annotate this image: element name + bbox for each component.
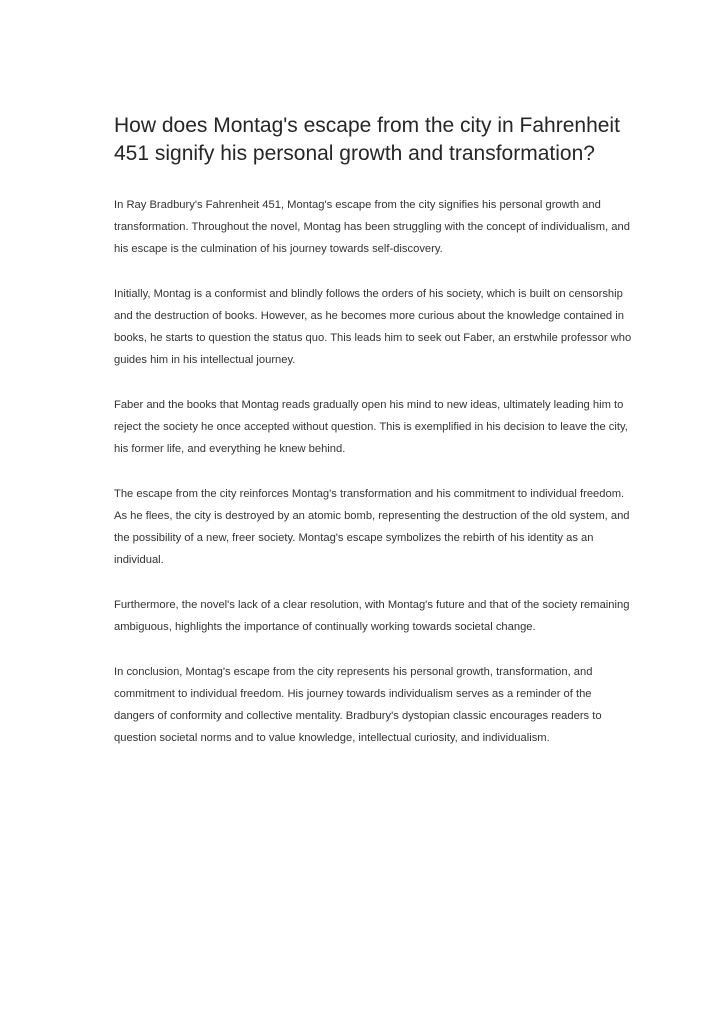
paragraph-6: In conclusion, Montag's escape from the city represents his personal growth, transformation, and commitment to individual freedom. His journey towards individualism serves as a reminder of the dangers of conformity and collective mentality. Bradbury's dystopian classic encourages readers to question societal norms and to value knowledge, intellectual curiosity, and individualism.	[114, 666, 602, 744]
paragraph-1: In Ray Bradbury's Fahrenheit 451, Montag's escape from the city signifies his personal growth and transformation. Throughout the novel, Montag has been struggling with the concept of individualism, and his escape is the culmination of his journey towards self-discovery.	[114, 199, 630, 255]
paragraph-3: Faber and the books that Montag reads gradually open his mind to new ideas, ultimately leading him to reject the society he once accepted without question. This is exemplified in his decision to leave the city, his former life, and everything he knew behind.	[114, 399, 628, 455]
document-page	[114, 112, 632, 772]
paragraph-4: The escape from the city reinforces Montag's transformation and his commitment to individual freedom. As he flees, the city is destroyed by an atomic bomb, representing the destruction of the old system, and the possibility of a new, freer society. Montag's escape symbolizes the rebirth of his identity as an individual.	[114, 488, 630, 566]
paragraph-2: Initially, Montag is a conformist and blindly follows the orders of his society, which is built on censorship and the destruction of books. However, as he becomes more curious about the knowledge contained in books, he starts to question the status quo. This leads him to seek out Faber, an erstwhile professor who guides him in his intellectual journey.	[114, 288, 632, 366]
paragraph-5: Furthermore, the novel's lack of a clear resolution, with Montag's future and that of the society remaining ambiguous, highlights the importance of continually working towards societal change.	[114, 599, 630, 633]
document-title: How does Montag's escape from the city in Fahrenheit 451 signify his personal growth and transformation?	[114, 114, 620, 165]
